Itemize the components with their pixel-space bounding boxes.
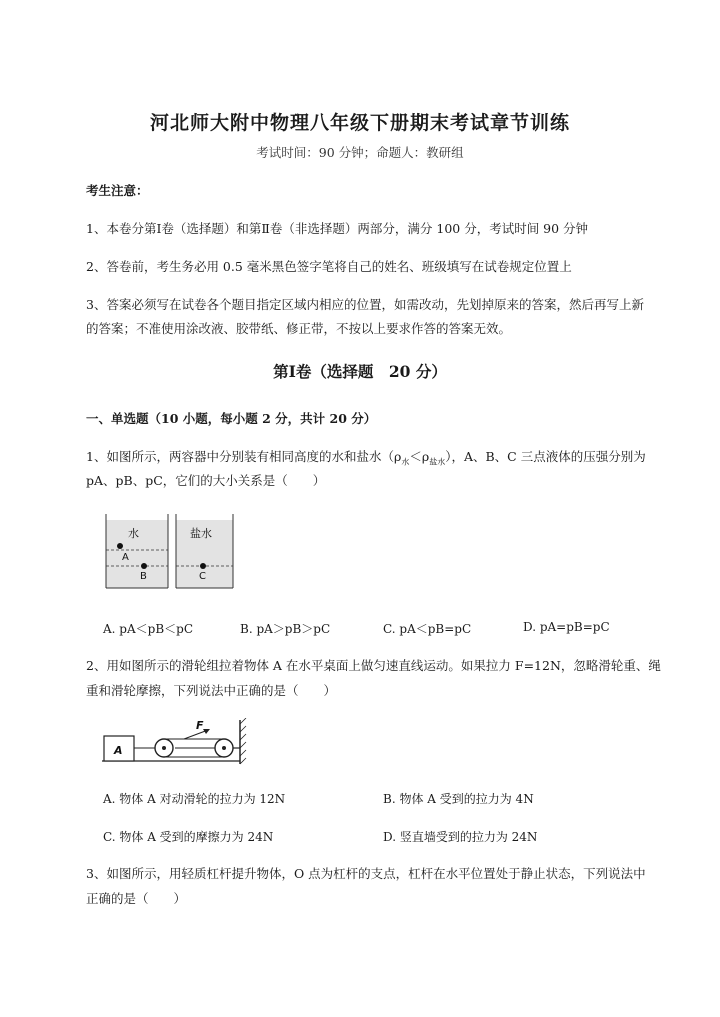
- wall-hatch: [240, 742, 246, 748]
- q1-figure-containers: [104, 512, 236, 590]
- q1-option-b[interactable]: B. pA＞pB＞pC: [240, 622, 331, 636]
- point-a-label: A: [122, 552, 129, 563]
- q2-text-line-2: 重和滑轮摩擦，下列说法中正确的是（ ）: [86, 683, 337, 698]
- rho-symbol: ρ: [421, 449, 430, 464]
- wall-hatch: [240, 718, 246, 724]
- exam-info: 考试时间：90 分钟；命题人：教研组: [256, 145, 464, 160]
- rho-symbol: ρ: [393, 449, 402, 464]
- rho-sub-water: 水: [401, 457, 410, 467]
- q1-text-line-1: [86, 447, 646, 468]
- saltwater-label: 盐水: [190, 527, 212, 540]
- q1-option-a[interactable]: A. pA＜pB＜pC: [103, 622, 194, 636]
- q1-text-line-2: pA、pB、pC，它们的大小关系是（ ）: [86, 473, 326, 488]
- wall-hatch: [240, 750, 246, 756]
- notice-item-3-line-2: 的答案；不准使用涂改液、胶带纸、修正带，不按以上要求作答的答案无效。: [86, 321, 512, 336]
- q2-option-c[interactable]: C. 物体 A 受到的摩擦力为 24N: [103, 830, 274, 844]
- q2-option-d[interactable]: D. 竖直墙受到的拉力为 24N: [383, 830, 538, 844]
- point-b-dot: [141, 563, 147, 569]
- block-a-label: A: [114, 744, 123, 757]
- q3-text-line-1: 3、如图所示，用轻质杠杆提升物体，O 点为杠杆的支点，杠杆在水平位置处于静止状态，下列说法中: [86, 866, 646, 881]
- part-heading: 一、单选题（10 小题，每小题 2 分，共计 20 分）: [86, 411, 377, 426]
- q3-text-line-2: 正确的是（ ）: [86, 891, 187, 906]
- point-a-dot: [117, 543, 123, 549]
- q1-text-a: 1、如图所示，两容器中分别装有相同高度的水和盐水（: [86, 449, 394, 464]
- rho-sub-salt: 盐水: [429, 457, 446, 467]
- wall-hatch: [240, 726, 246, 732]
- notice-item-2: 2、答卷前，考生务必用 0.5 毫米黑色签字笔将自己的姓名、班级填写在试卷规定位置上: [86, 259, 572, 274]
- q2-option-a[interactable]: A. 物体 A 对动滑轮的拉力为 12N: [103, 792, 286, 806]
- q2-figure-pulley: [100, 718, 252, 766]
- wall-hatch: [240, 734, 246, 740]
- point-c-dot: [200, 563, 206, 569]
- notice-heading: 考生注意：: [86, 183, 149, 198]
- water-label: 水: [128, 527, 139, 540]
- fixed-pulley-axle: [222, 746, 226, 750]
- wall-hatch: [240, 758, 246, 764]
- q1-option-c[interactable]: C. pA＜pB=pC: [383, 622, 472, 636]
- section-title: 第Ⅰ卷（选择题 20 分）: [273, 362, 447, 381]
- page-title: 河北师大附中物理八年级下册期末考试章节训练: [149, 112, 570, 134]
- q2-option-b[interactable]: B. 物体 A 受到的拉力为 4N: [383, 792, 534, 806]
- notice-item-1: 1、本卷分第Ⅰ卷（选择题）和第Ⅱ卷（非选择题）两部分，满分 100 分，考试时间 90 分钟: [86, 221, 589, 236]
- less-than-symbol: ＜: [409, 449, 422, 464]
- movable-pulley-axle: [162, 746, 166, 750]
- point-c-label: C: [199, 571, 206, 582]
- point-b-label: B: [140, 571, 147, 582]
- q2-text-line-1: 2、用如图所示的滑轮组拉着物体 A 在水平桌面上做匀速直线运动。如果拉力 F=12N，忽略滑轮重、绳: [86, 658, 661, 673]
- notice-item-3-line-1: 3、答案必须写在试卷各个题目指定区域内相应的位置，如需改动，先划掉原来的答案，然后再写上新: [86, 297, 644, 312]
- rho-salt: [421, 449, 446, 467]
- force-label: F: [196, 719, 204, 732]
- rho-water: [393, 449, 410, 467]
- q1-text-b: ），A、B、C 三点液体的压强分别为: [445, 449, 646, 464]
- q1-option-d[interactable]: D. pA=pB=pC: [523, 620, 610, 634]
